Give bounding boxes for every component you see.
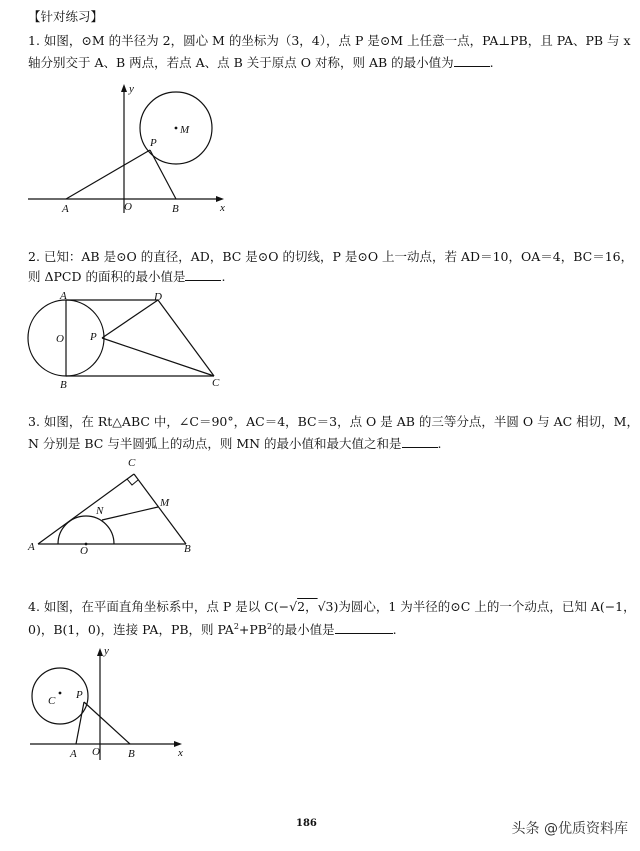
label-O: O [80,545,88,556]
q4-text-line2 [28,618,397,639]
q2-period: . [221,269,226,284]
q2-text: 则 ΔPCD 的面积的最小值是 [28,269,186,284]
q4-figure [24,640,194,764]
q4-text-b: 2， [297,599,318,614]
label-B: B [172,203,179,215]
watermark: 头条 @优质资料库 [511,821,628,837]
label-O: O [56,333,64,345]
label-C: C [128,457,136,469]
label-A: A [60,290,67,302]
q1-figure [20,78,240,218]
q1-period: . [489,55,494,70]
y-axis-label: y [104,645,109,657]
x-axis-label: x [178,747,183,759]
q4-text-e: +PB [238,622,267,638]
label-P: P [90,331,97,343]
section-header: 【针对练习】 [28,9,104,24]
label-A: A [62,203,69,215]
label-A: A [28,541,35,553]
q3-text-line2 [28,435,442,453]
x-axis-label: x [220,202,225,214]
q4-text-d: 0)，B(1，0)，连接 PA，PB，则 PA [28,622,234,638]
answer-blank[interactable] [402,435,438,448]
answer-blank[interactable] [454,54,490,67]
label-C: C [212,377,220,389]
q1-text: 轴分别交于 A、B 两点，若点 A、点 B 关于原点 O 对称，则 AB 的最小值为 [28,55,454,70]
q4-text-f: 的最小值是 [272,622,335,638]
q4-text-c: 3)为圆心，1 为半径的⊙C 上的一个动点，已知 A(−1， [325,599,636,614]
q1-text-line1: 1. 如图，⊙M 的半径为 2，圆心 M 的坐标为（3，4），点 P 是⊙M 上任意一点，PA⊥PB，且 PA、PB 与 x [28,33,631,48]
q4-text-line1 [28,598,636,616]
q3-period: . [437,436,442,451]
label-O: O [92,746,100,758]
label-B: B [128,748,135,760]
q4-text-a: 4. 如图，在平面直角坐标系中，点 P 是以 C(− [28,599,290,614]
q3-text: N 分别是 BC 与半圆弧上的动点，则 MN 的最小值和最大值之和是 [28,436,402,451]
label-B: B [184,543,191,555]
superscript: 2 [233,622,239,631]
label-M: M [180,124,190,136]
label-C: C [48,695,56,707]
q2-figure [24,288,234,392]
label-A: A [70,748,77,760]
label-N: N [96,505,104,517]
label-D: D [154,291,162,303]
sqrt-sign: √ [317,599,326,614]
superscript: 2 [266,622,273,631]
label-O: O [124,201,132,213]
q3-figure [24,452,214,556]
label-M: M [160,497,170,509]
answer-blank[interactable] [335,621,393,634]
page-number: 186 [296,818,317,829]
q1-text-line2 [28,54,494,72]
q2-text-line1: 2. 已知：AB 是⊙O 的直径，AD，BC 是⊙O 的切线，P 是⊙O 上一动点，若 AD＝10，OA＝4，BC＝16， [28,249,634,264]
label-B: B [60,379,67,391]
label-P: P [150,137,157,149]
sqrt-sign: √ [289,599,298,614]
answer-blank[interactable] [185,268,221,281]
q2-text-line2 [28,268,225,286]
q3-text-line1: 3. 如图，在 Rt△ABC 中，∠C＝90°，AC＝4，BC＝3，点 O 是 AB 的三等分点，半圆 O 与 AC 相切，M， [28,414,639,429]
label-P: P [76,689,83,701]
q4-period: . [392,622,397,638]
y-axis-label: y [129,83,134,95]
